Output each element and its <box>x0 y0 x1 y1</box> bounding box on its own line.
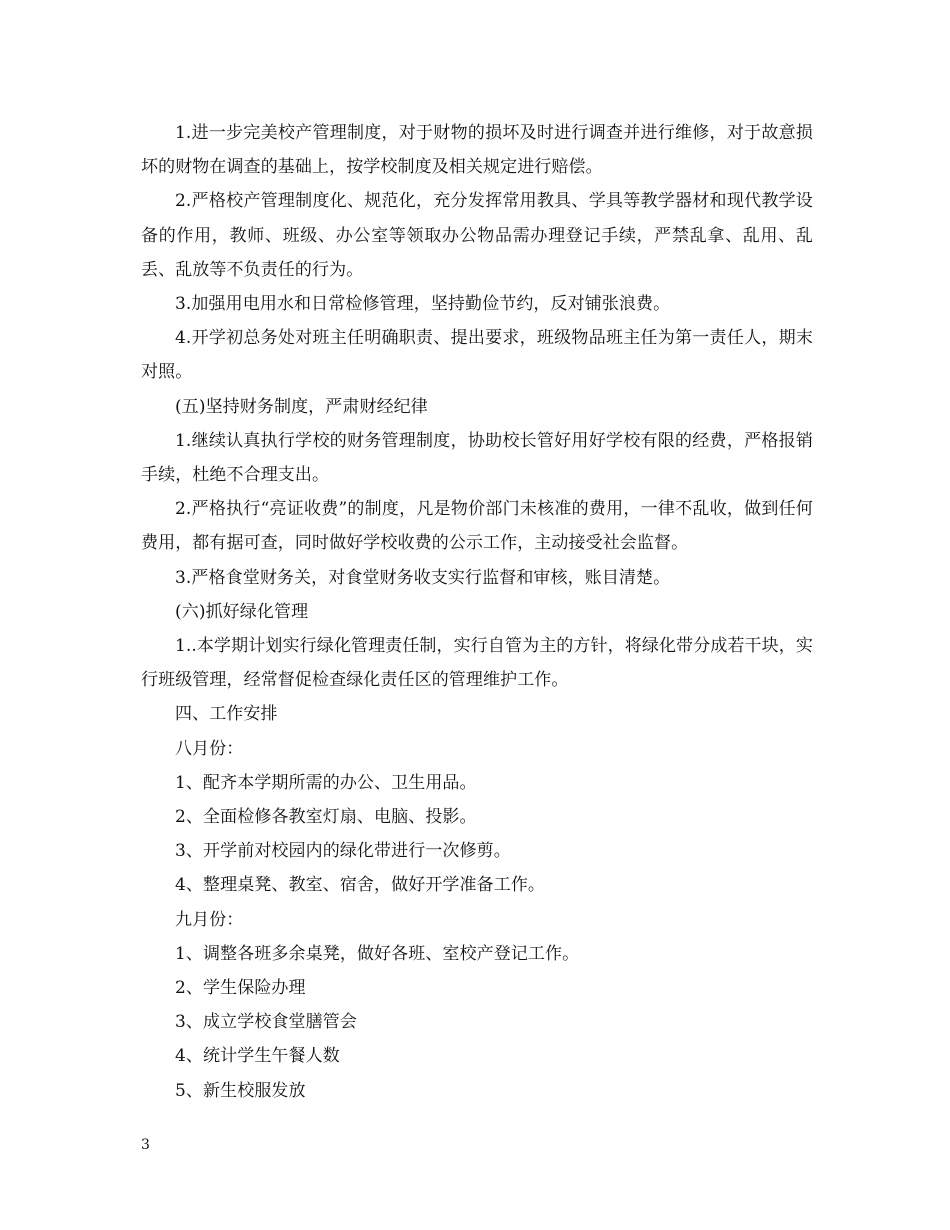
list-item: 2、全面检修各教室灯扇、电脑、投影。 <box>175 807 477 828</box>
paragraph: 2.严格校产管理制度化、规范化，充分发挥常用教具、学具等教学器材和现代教学设备的作用，教师、班级、办公室等领取办公物品需办理登记手续，严禁乱拿、乱用、乱丢、乱放等不负责任的行为。 <box>141 191 813 280</box>
list-item: 3、开学前对校园内的绿化带进行一次修剪。 <box>175 841 511 862</box>
list-item: 1、配齐本学期所需的办公、卫生用品。 <box>175 772 477 793</box>
section-heading: (六)抓好绿化管理 <box>175 601 309 622</box>
list-item: 2、学生保险办理 <box>175 978 306 999</box>
document-body <box>141 116 813 1108</box>
paragraph: 3.加强用电用水和日常检修管理，坚持勤俭节约，反对铺张浪费。 <box>175 294 671 315</box>
paragraph: 1.继续认真执行学校的财务管理制度，协助校长管好用好学校有限的经费，严格报销手续，杜绝不合理支出。 <box>141 430 813 486</box>
list-item: 5、新生校服发放 <box>175 1080 306 1101</box>
section-heading: 四、工作安排 <box>175 704 278 725</box>
paragraph: 1..本学期计划实行绿化管理责任制，实行自管为主的方针，将绿化带分成若干块，实行班级管理，经常督促检查绿化责任区的管理维护工作。 <box>141 636 813 691</box>
list-item: 3、成立学校食堂膳管会 <box>175 1012 357 1033</box>
paragraph: 1.进一步完美校产管理制度，对于财物的损坏及时进行调查并进行维修，对于故意损坏的财物在调查的基础上，按学校制度及相关规定进行赔偿。 <box>141 123 813 178</box>
section-heading: (五)坚持财务制度，严肃财经纪律 <box>175 396 428 417</box>
paragraph: 2.严格执行“亮证收费”的制度，凡是物价部门未核准的费用，一律不乱收，做到任何费用，都有据可查，同时做好学校收费的公示工作，主动接受社会监督。 <box>141 499 813 554</box>
month-heading: 九月份： <box>175 909 244 930</box>
list-item: 1、调整各班多余桌凳，做好各班、室校产登记工作。 <box>175 943 580 964</box>
paragraph: 3.严格食堂财务关，对食堂财务收支实行监督和审核，账目清楚。 <box>175 567 671 588</box>
list-item: 4、统计学生午餐人数 <box>175 1046 340 1067</box>
paragraph: 4.开学初总务处对班主任明确职责、提出要求，班级物品班主任为第一责任人，期末对照。 <box>141 328 813 383</box>
month-heading: 八月份： <box>175 738 244 759</box>
page-number: 3 <box>141 1137 150 1153</box>
list-item: 4、整理桌凳、教室、宿舍，做好开学准备工作。 <box>175 875 546 896</box>
